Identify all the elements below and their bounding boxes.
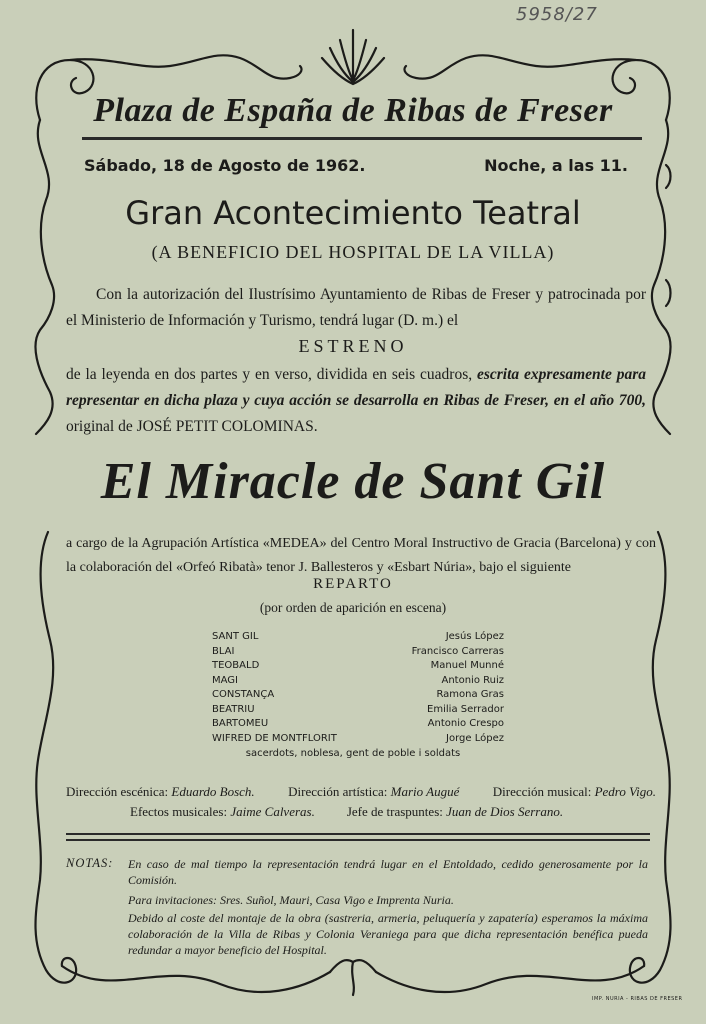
credit-label: Efectos musicales: xyxy=(130,804,228,819)
cast-row xyxy=(212,703,504,718)
cast-actor: Francisco Carreras xyxy=(411,645,504,657)
cast-role: TEOBALD xyxy=(212,660,260,671)
title-rule xyxy=(82,137,642,140)
credit-label: Dirección musical: xyxy=(492,784,592,799)
play-title: El Miracle de Sant Gil xyxy=(100,453,606,510)
cast-row xyxy=(212,688,504,703)
company-paragraph: a cargo de la Agrupación Artística «MEDEA» del Centro Moral Instructivo de Gracia (Barcelona) y con la colaboración del «Orfeó Ribatà» tenor J. Ballesteros y «Esbart Núria», bajo el siguiente xyxy=(66,536,656,575)
cast-role: BARTOMEU xyxy=(212,718,269,729)
bottom-left-flourish-ornament xyxy=(62,966,330,992)
cast-role: MAGI xyxy=(212,674,238,686)
notes-rule-bottom xyxy=(66,839,650,841)
top-center-flourish-ornament xyxy=(322,30,384,84)
credit-name: Jaime Calveras. xyxy=(230,804,315,819)
cast-actor: Antonio Ruiz xyxy=(441,674,504,686)
event-date: Sábado, 18 de Agosto de 1962. xyxy=(84,156,366,175)
cast-list xyxy=(212,630,504,746)
legend-paragraph xyxy=(66,362,646,440)
legend-paragraph-italic: escrita expresamente para representar en dicha plaza y cuya acción se desarrolla en Ribas de Freser, en el año 700, xyxy=(66,366,646,409)
reparto-heading: REPARTO xyxy=(313,576,393,592)
credit-musical xyxy=(493,784,656,800)
bottom-center-flourish-ornament xyxy=(330,960,376,995)
cast-row xyxy=(212,732,504,747)
cast-actor: Jorge López xyxy=(446,732,504,744)
legend-paragraph-end: original de JOSÉ PETIT COLOMINAS. xyxy=(66,418,318,435)
notes-label: NOTAS: xyxy=(66,856,114,870)
printer-imprint: IMP. NURIA - RIBAS DE FRESER xyxy=(592,996,683,1002)
cast-actor: Manuel Munné xyxy=(430,660,504,671)
credit-label: Jefe de traspuntes: xyxy=(346,804,443,819)
cast-role: BLAI xyxy=(212,645,235,657)
cast-actor: Jesús López xyxy=(445,631,504,642)
small-bracket-mark xyxy=(666,165,671,188)
cast-row xyxy=(212,674,504,689)
cast-actor: Emilia Serrador xyxy=(427,703,504,715)
estreno-heading: ESTRENO xyxy=(298,336,408,356)
bottom-right-flourish-ornament xyxy=(376,966,644,992)
credit-artistica xyxy=(288,784,459,800)
intro-paragraph: Con la autorización del Ilustrísimo Ayuntamiento de Ribas de Freser y patrocinada por el Ministerio de Información y Turismo, tendrá lugar (D. m.) el xyxy=(66,286,646,329)
cast-role: WIFRED DE MONTFLORIT xyxy=(212,732,337,744)
credit-efectos xyxy=(130,804,315,820)
cast-row xyxy=(212,645,504,660)
cast-note: sacerdots, noblesa, gent de poble i soldats xyxy=(245,748,461,759)
credit-name: Juan de Dios Serrano. xyxy=(446,804,564,819)
cast-role: BEATRIU xyxy=(212,703,255,715)
credits-line-2 xyxy=(130,804,630,820)
note-collaboration: Debido al coste del montaje de la obra (sastreria, armeria, peluquería y zapatería) esperamos la máxima colaboración de la Villa de Ribas y Colonia Veraniega para que dicha representación benéfica pueda redundar a mayor beneficio del Hospital. xyxy=(128,911,648,957)
event-time: Noche, a las 11. xyxy=(484,156,628,175)
credit-traspuntes xyxy=(347,804,563,820)
legend-paragraph-start: de la leyenda en dos partes y en verso, dividida en seis cuadros, xyxy=(66,366,473,383)
cast-row xyxy=(212,717,504,732)
small-bracket-mark xyxy=(666,280,671,306)
credits-line-1 xyxy=(66,784,656,800)
cast-role: CONSTANÇA xyxy=(212,689,275,700)
venue-title: Plaza de España de Ribas de Freser xyxy=(93,92,613,129)
cast-actor: Antonio Crespo xyxy=(427,718,504,729)
note-weather: En caso de mal tiempo la representación tendrá lugar en el Entoldado, cedido generosamente por la Comisión. xyxy=(128,857,648,887)
credit-name: Mario Augué xyxy=(390,784,460,799)
headline: Gran Acontecimiento Teatral xyxy=(125,194,581,232)
credit-label: Dirección escénica: xyxy=(66,784,169,799)
cast-row xyxy=(212,659,504,674)
credit-escenica xyxy=(66,784,255,800)
credit-name: Eduardo Bosch. xyxy=(171,784,255,799)
cast-role: SANT GIL xyxy=(212,631,259,642)
credit-name: Pedro Vigo. xyxy=(594,784,656,799)
left-side-scroll-ornament xyxy=(35,120,54,434)
credit-label: Dirección artística: xyxy=(288,784,388,799)
reparto-subheading: (por orden de aparición en escena) xyxy=(259,600,447,615)
benefit-line: (A BENEFICIO DEL HOSPITAL DE LA VILLA) xyxy=(151,242,555,262)
cast-actor: Ramona Gras xyxy=(436,689,504,700)
notes-rule-top xyxy=(66,833,650,835)
archive-number: 5958/27 xyxy=(516,4,598,25)
cast-row xyxy=(212,630,504,645)
note-invitations: Para invitaciones: Sres. Suñol, Mauri, Casa Vigo e Imprenta Nuria. xyxy=(128,893,454,907)
